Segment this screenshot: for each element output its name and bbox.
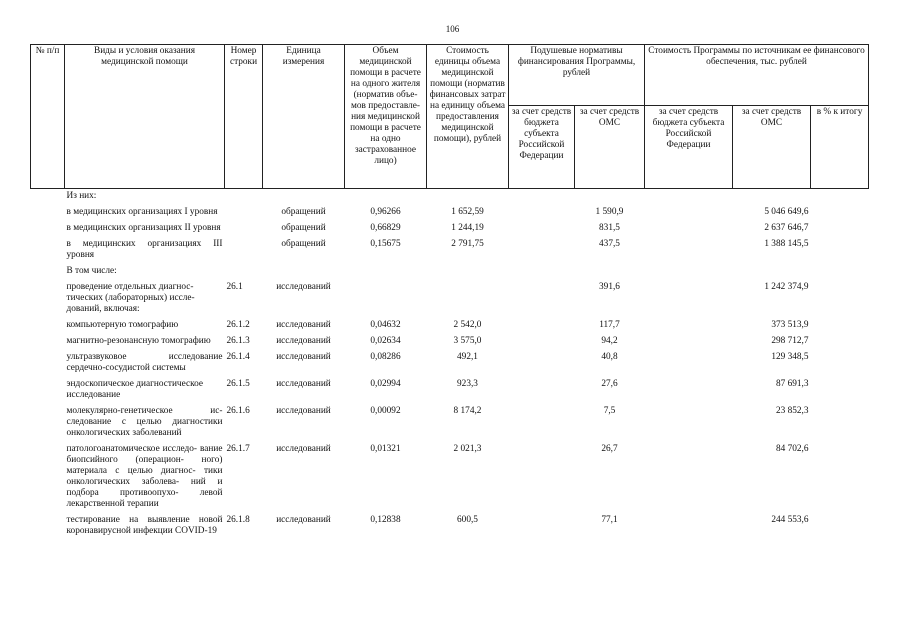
cell-name: молекулярно-генетическое ис- следование с целью диагностики онкологических заболеваний [66,406,223,438]
cell-volume: 0,02994 [370,379,401,389]
cell-unit [263,264,345,280]
table-row-11 [31,404,869,442]
cell-volume: 0,00092 [370,406,401,416]
cell-norm-budget [509,205,575,221]
header-cost-group: Стоимость Программы по источникам ее финансового обеспечения, тыс. рублей [645,45,869,106]
cell-norm-oms: 40,8 [601,352,618,362]
cell-name: патологоанатомическое исследо- вание биопсийного (операцион- ного) материала с целью диагнос- тики онкологических заболева- ний и подбора противоопухо- левой лекарственной терапии [66,444,223,509]
cell-cost-oms: 23 852,3 [775,406,809,416]
cell-num [31,189,65,206]
cell-volume [345,280,427,318]
header-cost: Стоимость единицы объема медицинской помощи (норматив финансовых затрат на единицу объема предоставления медицинской помощи), рублей [427,45,509,189]
cell-cost-budget [645,280,733,318]
cell-norm-oms: 391,6 [599,282,620,292]
cell-num [31,318,65,334]
table-row-8 [31,334,869,350]
table-row-5 [31,264,869,280]
cell-cost [427,280,509,318]
cell-cost-pct [811,377,869,404]
cell-unit: исследований [276,336,331,346]
cell-norm-budget [509,280,575,318]
cell-cost-pct [811,350,869,377]
cell-norm-budget [509,513,575,540]
cell-cost-oms: 1 388 145,5 [764,239,809,249]
cell-unit: исследований [276,320,331,330]
cell-name: Из них: [66,191,97,201]
table-row-7 [31,318,869,334]
cell-norm-budget [509,377,575,404]
cell-cost-oms [733,189,811,206]
cell-unit: исследований [276,444,331,454]
cell-unit: исследований [276,406,331,416]
cell-num [31,221,65,237]
cell-cost-oms: 1 242 374,9 [764,282,809,292]
cell-volume: 0,08286 [370,352,401,362]
cell-cost-pct [811,189,869,206]
cell-cost-oms: 84 702,6 [775,444,809,454]
cell-cost-pct [811,318,869,334]
cell-cost: 2 021,3 [453,444,482,454]
header-cost-oms: за счет средств ОМС [733,106,811,189]
cell-norm-budget [509,404,575,442]
cell-num [31,442,65,513]
program-cost-table [30,44,869,540]
cell-norm-budget [509,350,575,377]
cell-norm-oms: 77,1 [601,515,618,525]
cell-volume [345,264,427,280]
cell-code: 26.1.5 [226,379,250,389]
table-row-12 [31,442,869,513]
cell-code: 26.1.6 [226,406,250,416]
cell-cost [427,264,509,280]
cell-code: 26.1.2 [226,320,250,330]
cell-cost-budget [645,350,733,377]
cell-cost-budget [645,404,733,442]
cell-cost-oms: 244 553,6 [771,515,809,525]
cell-unit: обращений [281,239,326,249]
cell-norm-budget [509,189,575,206]
cell-cost-budget [645,237,733,264]
cell-volume: 0,96266 [370,207,401,217]
cell-name: тестирование на выявление новой коронавирусной инфекции COVID-19 [66,515,223,536]
cell-unit: обращений [281,207,326,217]
header-cost-budget: за счет средств бюджета субъекта Российской Федерации [645,106,733,189]
cell-num [31,513,65,540]
cell-cost-pct [811,205,869,221]
cell-norm-oms: 7,5 [603,406,616,416]
cell-cost-budget [645,513,733,540]
cell-cost: 3 575,0 [453,336,482,346]
cell-unit: обращений [281,223,326,233]
cell-cost: 2 791,75 [451,239,484,249]
cell-unit: исследований [276,379,331,389]
cell-num [31,334,65,350]
cell-code: 26.1.8 [226,515,250,525]
cell-norm-budget [509,221,575,237]
cell-code [225,189,263,206]
cell-code [225,264,263,280]
cell-norm-oms: 27,6 [601,379,618,389]
cell-cost-budget [645,334,733,350]
cell-code [225,237,263,264]
cell-volume: 0,01321 [370,444,401,454]
cell-cost: 923,3 [457,379,478,389]
cell-norm-oms: 94,2 [601,336,618,346]
cell-cost-oms: 2 637 646,7 [764,223,809,233]
table-row-2 [31,205,869,221]
cell-cost-pct [811,404,869,442]
cell-volume [345,189,427,206]
cell-norm-oms: 117,7 [599,320,620,330]
cell-unit: исследований [276,282,331,292]
cell-cost-budget [645,264,733,280]
cell-cost-budget [645,377,733,404]
cell-num [31,377,65,404]
cell-code: 26.1.4 [226,352,250,362]
cell-volume: 0,66829 [370,223,401,233]
table-row-3 [31,221,869,237]
cell-cost: 8 174,2 [453,406,482,416]
cell-name: В том числе: [66,266,117,276]
cell-num [31,350,65,377]
cell-name: в медицинских организациях III уровня [66,239,223,260]
cell-unit: исследований [276,352,331,362]
cell-cost-budget [645,221,733,237]
cell-num [31,404,65,442]
cell-cost: 1 652,59 [451,207,484,217]
cell-cost-budget [645,318,733,334]
cell-volume: 0,04632 [370,320,401,330]
page-number: 106 [445,24,460,34]
cell-cost-oms: 5 046 649,6 [764,207,809,217]
table-row-4 [31,237,869,264]
table-body [31,189,869,541]
cell-name: в медицинских организациях II уровня [66,223,221,233]
cell-norm-budget [509,237,575,264]
header-norm-oms: за счет средств ОМС [575,106,645,189]
cell-code: 26.1.7 [226,444,250,454]
cell-cost-budget [645,189,733,206]
cell-code [225,221,263,237]
cell-cost-oms: 129 348,5 [771,352,809,362]
cell-cost-budget [645,442,733,513]
table-row-13 [31,513,869,540]
table-row-9 [31,350,869,377]
cell-num [31,280,65,318]
header-volume: Объем медицинской помощи в расчете на одного жителя (норматив объе- мов предоставле- ния медицинской помощи в расчете на одно застрахованное лицо) [345,45,427,189]
cell-cost: 600,5 [457,515,478,525]
cell-norm-oms: 1 590,9 [595,207,624,217]
cell-code: 26.1.3 [226,336,250,346]
cell-unit [263,189,345,206]
cell-cost: 1 244,19 [451,223,484,233]
cell-norm-budget [509,334,575,350]
cell-cost-budget [645,205,733,221]
cell-norm-oms: 437,5 [599,239,620,249]
cell-cost-oms: 298 712,7 [771,336,809,346]
cell-code: 26.1 [226,282,243,292]
table-row-6 [31,280,869,318]
cell-cost [427,189,509,206]
cell-unit: исследований [276,515,331,525]
cell-volume: 0,15675 [370,239,401,249]
cell-norm-oms [575,264,645,280]
header-norm-budget: за счет средств бюджета субъекта Российской Федерации [509,106,575,189]
cell-cost-pct [811,237,869,264]
cell-num [31,205,65,221]
header-name: Виды и условия оказания медицинской помощи [65,45,225,189]
cell-num [31,264,65,280]
cell-cost-pct [811,264,869,280]
cell-cost: 492,1 [457,352,478,362]
cell-cost: 2 542,0 [453,320,482,330]
cell-cost-pct [811,442,869,513]
header-norm-group: Подушевые нормативы финансирования Программы, рублей [509,45,645,106]
cell-code [225,205,263,221]
cell-cost-oms: 87 691,3 [775,379,809,389]
cell-cost-oms [733,264,811,280]
cell-norm-oms: 831,5 [599,223,620,233]
header-unit: Единица измерения [263,45,345,189]
cell-volume: 0,02634 [370,336,401,346]
cell-name: эндоскопическое диагностическое исследование [66,379,204,400]
cell-norm-budget [509,318,575,334]
cell-volume: 0,12838 [370,515,401,525]
cell-cost-pct [811,513,869,540]
cell-cost-oms: 373 513,9 [771,320,809,330]
cell-name: ультразвуковое исследование сердечно-сосудистой системы [66,352,223,373]
table-header [31,45,869,189]
header-cost-pct: в % к итогу [811,106,869,189]
cell-num [31,237,65,264]
header-num: № п/п [31,45,65,189]
cell-cost-pct [811,334,869,350]
cell-name: в медицинских организациях I уровня [66,207,218,217]
table-row-1 [31,189,869,206]
cell-cost-pct [811,221,869,237]
cell-norm-oms: 26,7 [601,444,618,454]
cell-norm-budget [509,442,575,513]
cell-norm-oms [575,189,645,206]
cell-norm-budget [509,264,575,280]
cell-name: магнитно-резонансную томографию [66,336,211,346]
cell-name: компьютерную томографию [66,320,179,330]
table-row-10 [31,377,869,404]
cell-cost-pct [811,280,869,318]
cell-name: проведение отдельных диагнос- тических (лабораторных) иссле- дований, включая: [66,282,195,314]
header-code: Номер строки [225,45,263,189]
